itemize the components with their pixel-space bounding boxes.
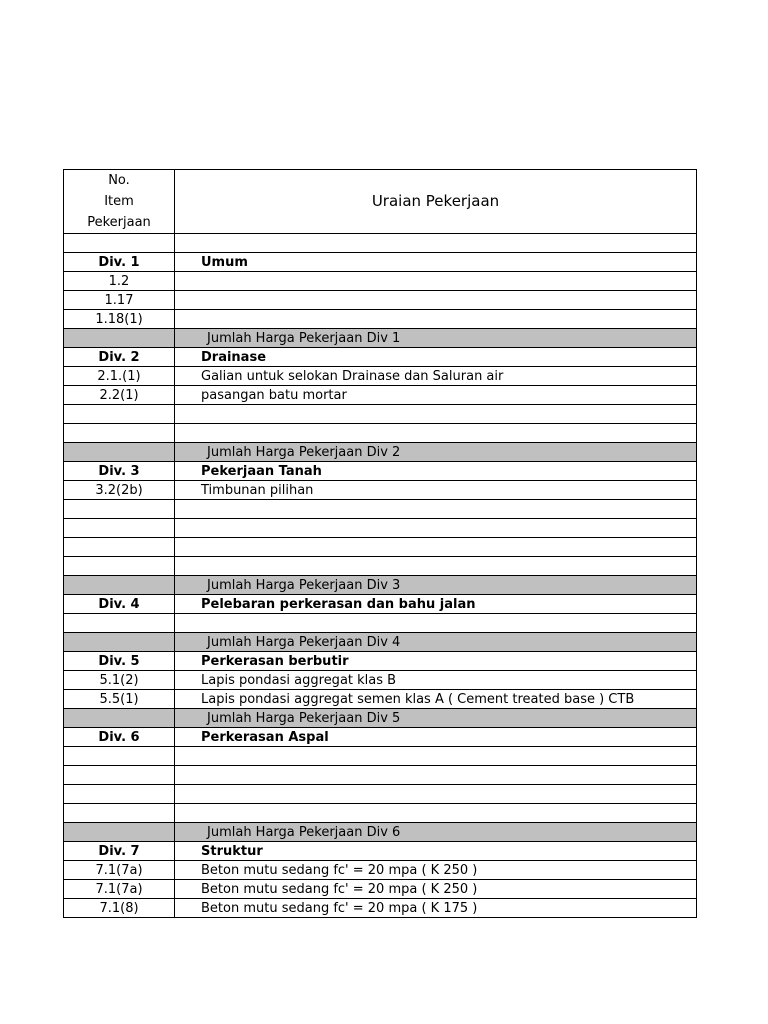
item-number-cell: Div. 7 [64, 842, 175, 861]
description-cell: Lapis pondasi aggregat semen klas A ( Cement treated base ) CTB [175, 690, 697, 709]
work-items-table [63, 169, 697, 918]
description-cell: Jumlah Harga Pekerjaan Div 2 [175, 443, 697, 462]
item-number-cell [64, 766, 175, 785]
empty-row [64, 785, 697, 804]
item-number-cell [64, 633, 175, 652]
empty-row [64, 538, 697, 557]
work-item-row [64, 367, 697, 386]
division-total-row [64, 576, 697, 595]
description-cell: Perkerasan Aspal [175, 728, 697, 747]
work-item-row [64, 861, 697, 880]
item-number-cell: Div. 4 [64, 595, 175, 614]
description-cell: Galian untuk selokan Drainase dan Saluran air [175, 367, 697, 386]
item-number-cell [64, 519, 175, 538]
description-cell: Pelebaran perkerasan dan bahu jalan [175, 595, 697, 614]
division-header-row [64, 595, 697, 614]
item-number-cell: 3.2(2b) [64, 481, 175, 500]
item-number-cell: 1.18(1) [64, 310, 175, 329]
table-body [64, 234, 697, 918]
description-cell [175, 291, 697, 310]
description-cell: Beton mutu sedang fc' = 20 mpa ( K 175 ) [175, 899, 697, 918]
item-number-cell: 5.1(2) [64, 671, 175, 690]
work-items-sheet [63, 169, 696, 918]
item-number-cell: Div. 2 [64, 348, 175, 367]
item-number-cell: 7.1(7a) [64, 880, 175, 899]
description-cell: Jumlah Harga Pekerjaan Div 5 [175, 709, 697, 728]
description-cell [175, 614, 697, 633]
item-number-cell [64, 329, 175, 348]
item-number-cell: 5.5(1) [64, 690, 175, 709]
work-item-row [64, 310, 697, 329]
empty-row [64, 747, 697, 766]
description-cell [175, 766, 697, 785]
work-item-row [64, 671, 697, 690]
item-number-cell: 7.1(8) [64, 899, 175, 918]
description-cell: Drainase [175, 348, 697, 367]
empty-row [64, 519, 697, 538]
description-cell [175, 804, 697, 823]
description-cell [175, 234, 697, 253]
empty-row [64, 234, 697, 253]
description-cell: Jumlah Harga Pekerjaan Div 4 [175, 633, 697, 652]
item-number-cell [64, 443, 175, 462]
header-no-line: Item [104, 194, 134, 209]
empty-row [64, 766, 697, 785]
description-cell [175, 405, 697, 424]
header-work-description: Uraian Pekerjaan [175, 170, 697, 234]
division-total-row [64, 329, 697, 348]
header-no-line: No. [108, 173, 130, 188]
item-number-cell [64, 823, 175, 842]
description-cell: Umum [175, 253, 697, 272]
description-cell: pasangan batu mortar [175, 386, 697, 405]
item-number-cell: 2.1.(1) [64, 367, 175, 386]
item-number-cell [64, 557, 175, 576]
division-total-row [64, 823, 697, 842]
work-item-row [64, 690, 697, 709]
item-number-cell: Div. 3 [64, 462, 175, 481]
item-number-cell: Div. 5 [64, 652, 175, 671]
description-cell: Timbunan pilihan [175, 481, 697, 500]
work-item-row [64, 386, 697, 405]
empty-row [64, 804, 697, 823]
item-number-cell [64, 405, 175, 424]
item-number-cell [64, 804, 175, 823]
empty-row [64, 500, 697, 519]
description-cell [175, 500, 697, 519]
item-number-cell: 7.1(7a) [64, 861, 175, 880]
description-cell [175, 785, 697, 804]
division-header-row [64, 253, 697, 272]
description-cell: Lapis pondasi aggregat klas B [175, 671, 697, 690]
division-header-row [64, 348, 697, 367]
empty-row [64, 405, 697, 424]
item-number-cell: Div. 6 [64, 728, 175, 747]
work-item-row [64, 291, 697, 310]
work-item-row [64, 272, 697, 291]
empty-row [64, 557, 697, 576]
work-item-row [64, 481, 697, 500]
description-cell [175, 557, 697, 576]
work-item-row [64, 899, 697, 918]
item-number-cell [64, 234, 175, 253]
item-number-cell [64, 747, 175, 766]
item-number-cell [64, 785, 175, 804]
division-header-row [64, 842, 697, 861]
description-cell: Beton mutu sedang fc' = 20 mpa ( K 250 ) [175, 861, 697, 880]
empty-row [64, 614, 697, 633]
description-cell: Jumlah Harga Pekerjaan Div 6 [175, 823, 697, 842]
description-cell: Struktur [175, 842, 697, 861]
description-cell [175, 747, 697, 766]
description-cell: Pekerjaan Tanah [175, 462, 697, 481]
empty-row [64, 424, 697, 443]
item-number-cell [64, 538, 175, 557]
work-item-row [64, 880, 697, 899]
division-header-row [64, 652, 697, 671]
division-total-row [64, 443, 697, 462]
item-number-cell [64, 614, 175, 633]
item-number-cell [64, 576, 175, 595]
header-no-line: Pekerjaan [87, 215, 151, 230]
division-total-row [64, 633, 697, 652]
division-total-row [64, 709, 697, 728]
description-cell [175, 272, 697, 291]
division-header-row [64, 462, 697, 481]
table-header-row [64, 170, 697, 234]
item-number-cell: 1.2 [64, 272, 175, 291]
description-cell [175, 310, 697, 329]
item-number-cell [64, 500, 175, 519]
description-cell: Perkerasan berbutir [175, 652, 697, 671]
description-cell [175, 538, 697, 557]
item-number-cell: 2.2(1) [64, 386, 175, 405]
item-number-cell: Div. 1 [64, 253, 175, 272]
item-number-cell: 1.17 [64, 291, 175, 310]
division-header-row [64, 728, 697, 747]
description-cell: Jumlah Harga Pekerjaan Div 3 [175, 576, 697, 595]
header-item-number [64, 170, 175, 234]
description-cell: Jumlah Harga Pekerjaan Div 1 [175, 329, 697, 348]
item-number-cell [64, 709, 175, 728]
item-number-cell [64, 424, 175, 443]
description-cell [175, 519, 697, 538]
description-cell [175, 424, 697, 443]
description-cell: Beton mutu sedang fc' = 20 mpa ( K 250 ) [175, 880, 697, 899]
